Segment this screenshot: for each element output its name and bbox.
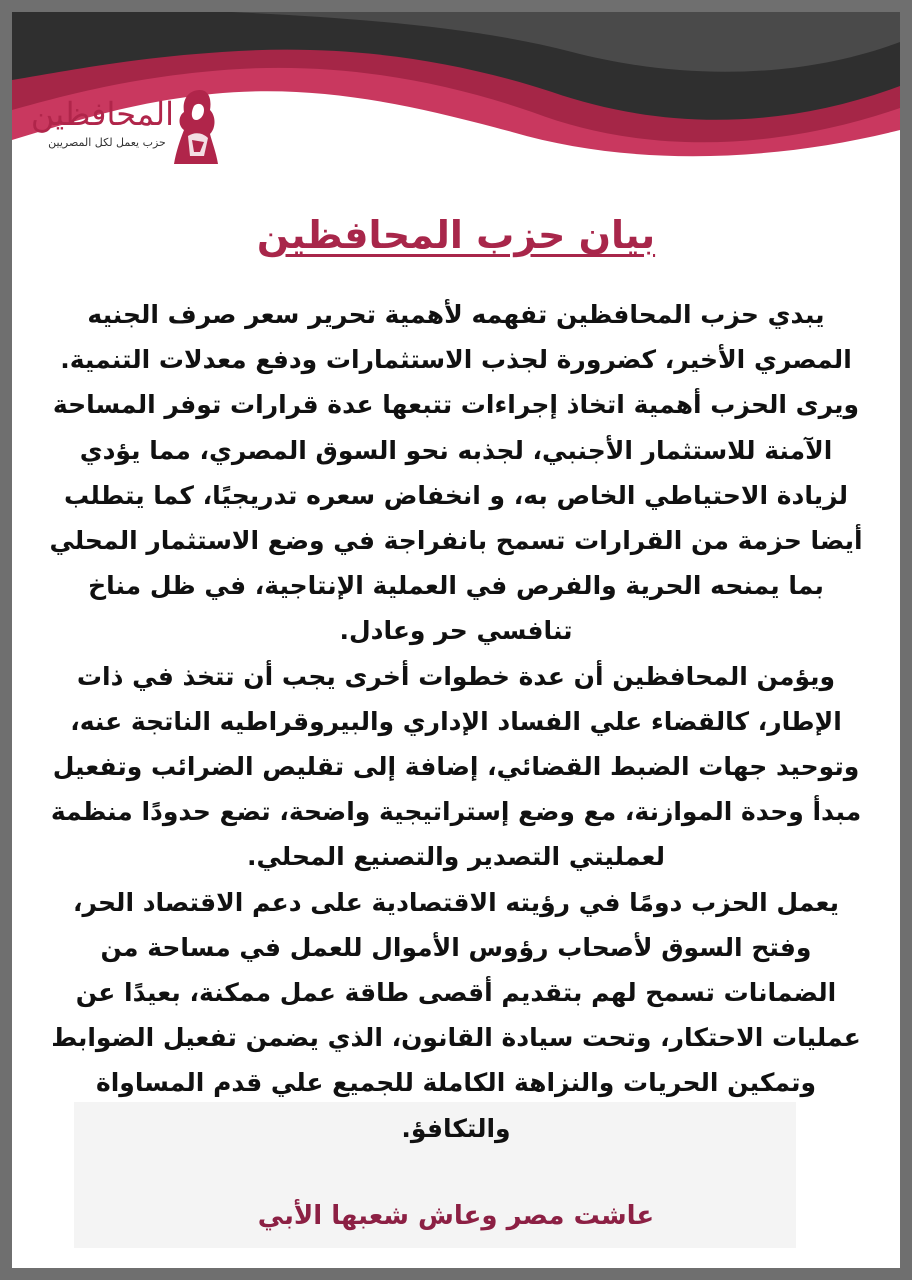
party-logo-name: المحافظين: [30, 95, 174, 133]
party-logo-tagline: حزب يعمل لكل المصريين: [48, 136, 166, 149]
party-emblem-figure-icon: [170, 86, 222, 166]
paragraph-foreign-investment: ويرى الحزب أهمية اتخاذ إجراءات تتبعها عدة قرارات توفر المساحة الآمنة للاستثمار الأجنبي، لجذبه نحو السوق المصري، مما يؤدي لزيادة الاحتياطي الخاص به، و انخفاض سعره تدريجيًا، كما يتطلب أيضا حزمة من القرارات تسمح بانفراجة في وضع الاستثمار المحلي بما يمنحه الحرية والفرص في العملية الإنتاجية، في ظل مناخ تنافسي حر وعادل.: [49, 390, 863, 646]
statement-title: بيان حزب المحافظين: [256, 213, 656, 257]
party-logo: [30, 86, 230, 172]
paragraph-reforms: ويؤمن المحافظين أن عدة خطوات أخرى يجب أن تتخذ في ذات الإطار، كالقضاء علي الفساد الإداري والبيروقراطيه الناتجة عنه، وتوحيد جهات الضبط القضائي، إضافة إلى تقليص الضرائب وتفعيل مبدأ وحدة الموازنة، مع وضع إستراتيجية واضحة، تضع حدودًا منظمة لعمليتي التصدير والتصنيع المحلي.: [50, 661, 862, 872]
closing-slogan: عاشت مصر وعاش شعبها الأبي: [257, 1201, 655, 1231]
statement-body: [40, 292, 872, 1151]
paragraph-exchange-rate: يبدي حزب المحافظين تفهمه لأهمية تحرير سعر صرف الجنيه المصري الأخير، كضرورة لجذب الاستثمارات ودفع معدلات التنمية.: [60, 300, 852, 375]
paragraph-free-economy: يعمل الحزب دومًا في رؤيته الاقتصادية على دعم الاقتصاد الحر، وفتح السوق لأصحاب رؤوس الأموال للعمل في مساحة من الضمانات تسمح لهم بتقديم أقصى طاقة عمل ممكنة، بعيدًا عن عمليات الاحتكار، وتحت سيادة القانون، الذي يضمن تفعيل الضوابط وتمكين الحريات والنزاهة الكاملة للجميع علي قدم المساواة والتكافؤ.: [51, 887, 861, 1143]
statement-page: [12, 12, 900, 1268]
